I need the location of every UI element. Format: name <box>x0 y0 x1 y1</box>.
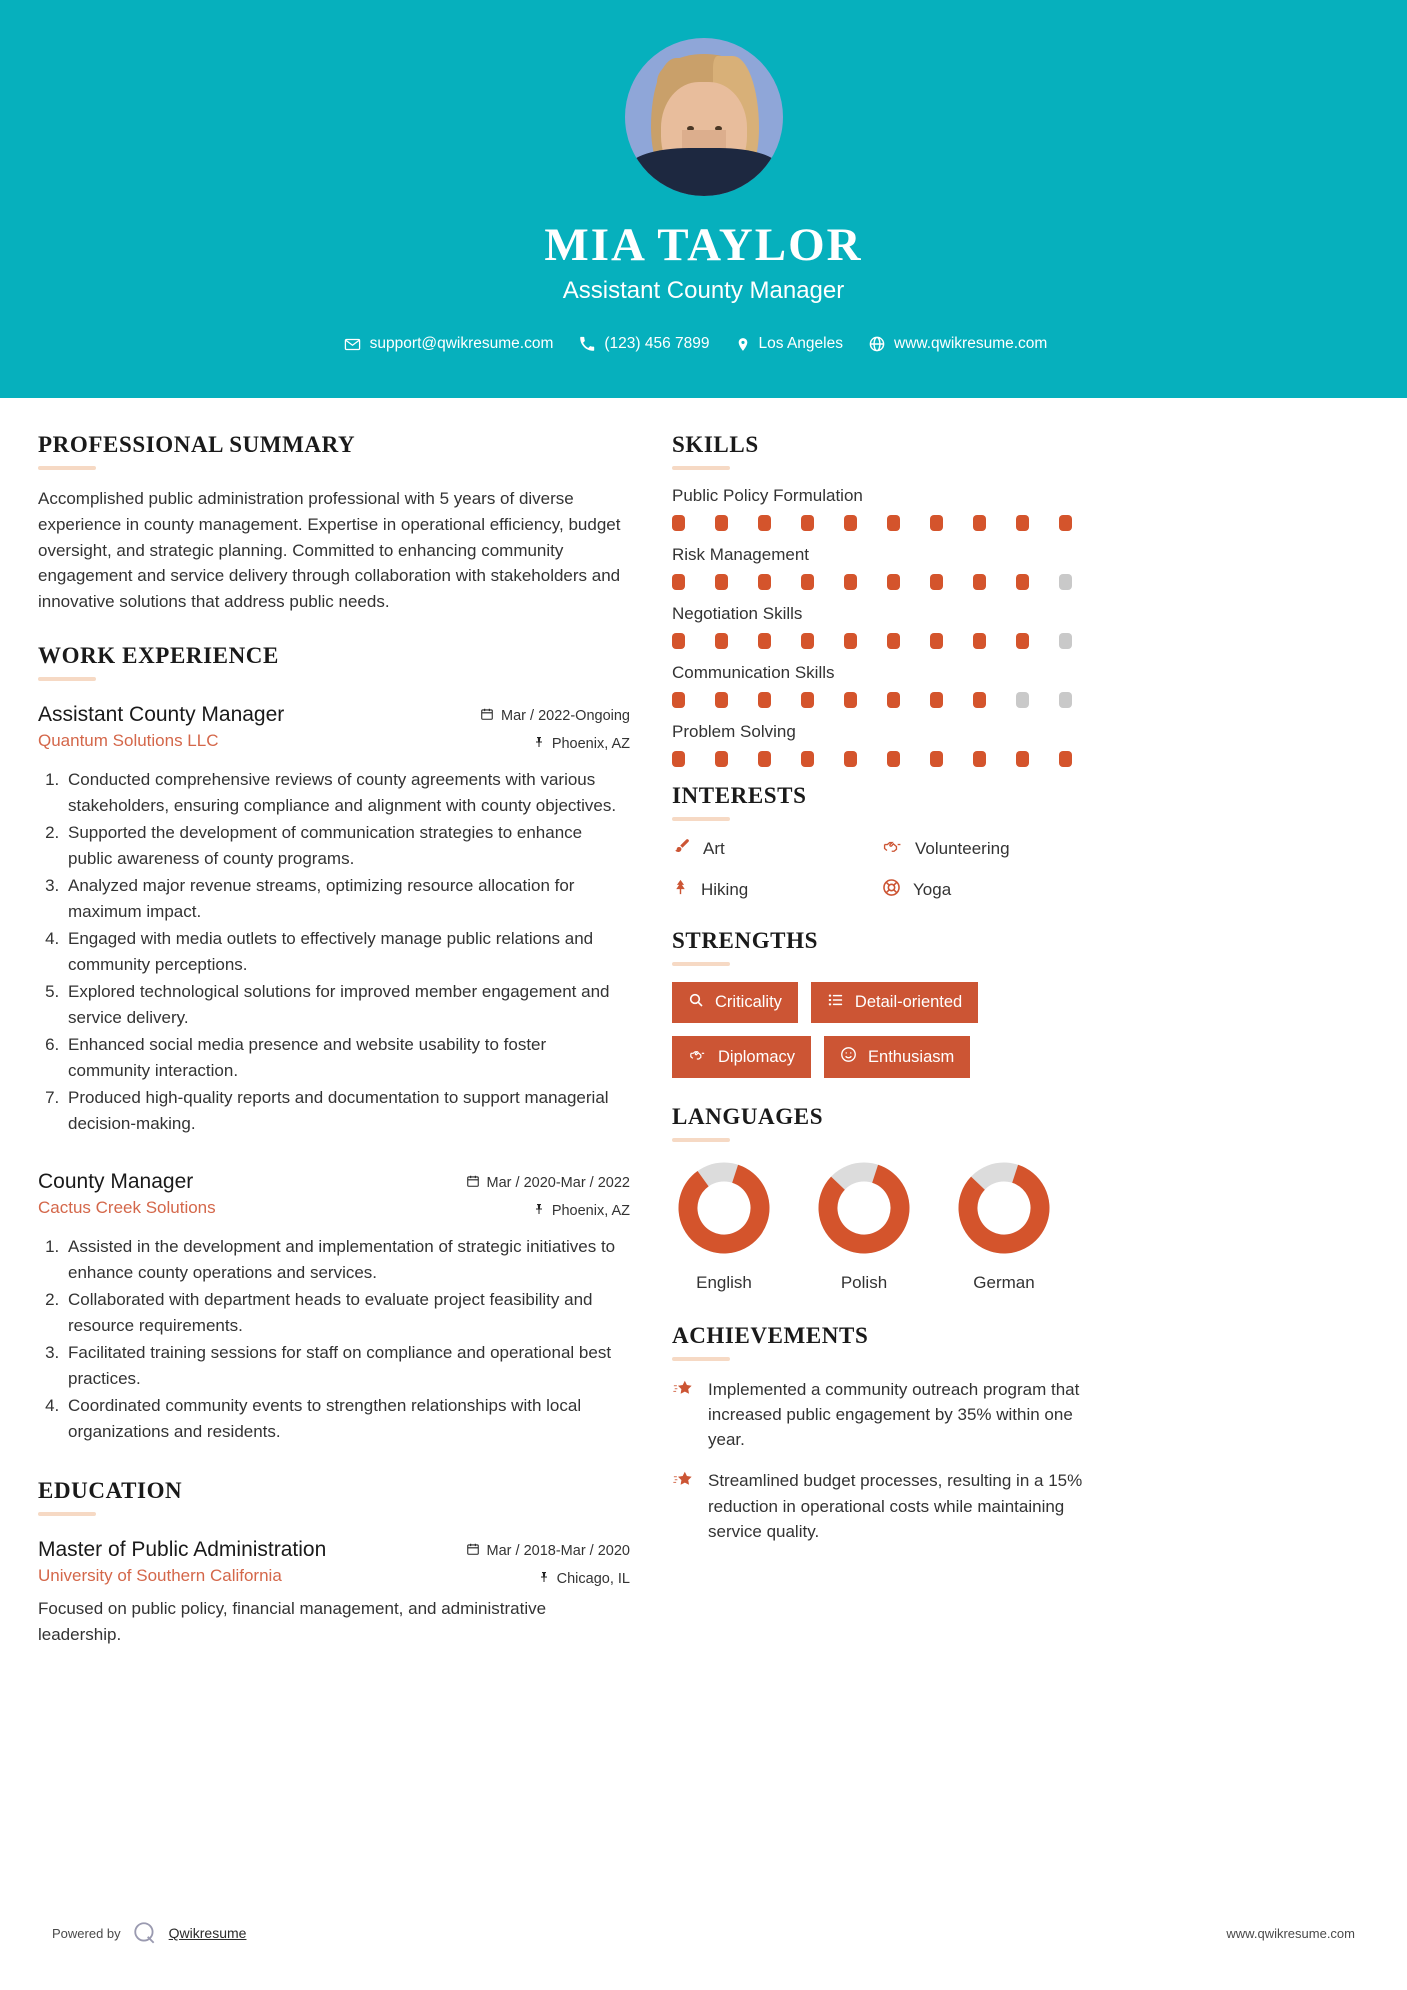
avatar <box>625 38 783 196</box>
skill-rating-dot <box>973 574 986 590</box>
education-entry-org: University of Southern California <box>38 1566 282 1586</box>
section-rule <box>672 466 730 470</box>
achievement-text: Implemented a community outreach program that increased public engagement by 35% within one year. <box>708 1380 1080 1450</box>
skill-label: Problem Solving <box>672 722 796 741</box>
work-entry-meta <box>480 703 630 753</box>
skill-rating-dot <box>1059 515 1072 531</box>
achievement-text: Streamlined budget processes, resulting in a 15% reduction in operational costs while maintaining service quality. <box>708 1471 1083 1541</box>
skill-label: Risk Management <box>672 545 810 564</box>
skill-rating-dot <box>930 751 943 767</box>
work-entry-title: Assistant County Manager <box>38 703 285 727</box>
strength-label: Criticality <box>715 993 782 1011</box>
star-icon <box>672 1468 695 1496</box>
qwikresume-link[interactable]: Qwikresume <box>168 1925 247 1941</box>
language-item <box>672 1158 776 1293</box>
interest-item <box>882 877 1092 902</box>
language-label: English <box>696 1273 752 1292</box>
skill-rating-dot <box>887 751 900 767</box>
contact-phone[interactable] <box>579 335 709 353</box>
skill-rating-dot <box>715 574 728 590</box>
skills-list <box>672 486 1092 767</box>
skill-rating-dot <box>801 692 814 708</box>
language-donut-chart <box>674 1158 774 1258</box>
section-work-experience <box>38 643 630 1444</box>
skill-rating-dot <box>672 751 685 767</box>
resume-body <box>0 398 1407 1647</box>
skill-rating-dot <box>801 574 814 590</box>
work-entry-location-line <box>466 1202 630 1220</box>
section-skills <box>672 432 1092 767</box>
contact-email-text: support@qwikresume.com <box>369 335 554 352</box>
section-rule <box>672 817 730 821</box>
skill-rating-dot <box>801 515 814 531</box>
work-entry-location-line <box>480 735 630 753</box>
right-column <box>672 432 1092 1647</box>
work-entry-dates: Mar / 2022-Ongoing <box>501 708 630 725</box>
section-strengths <box>672 928 1092 1078</box>
section-rule <box>38 466 96 470</box>
achievement-item <box>672 1377 1092 1452</box>
strength-label: Enthusiasm <box>868 1047 955 1066</box>
skill-rating-dot <box>973 692 986 708</box>
skill-rating-dot <box>887 633 900 649</box>
skill-rating-dot <box>930 692 943 708</box>
skill-item <box>672 604 1092 649</box>
pin-icon <box>538 1570 550 1588</box>
skill-rating-dot <box>715 633 728 649</box>
work-entry-location: Phoenix, AZ <box>551 736 630 753</box>
skill-rating-dot <box>1059 751 1072 767</box>
skill-label: Negotiation Skills <box>672 604 803 623</box>
strength-label: Diplomacy <box>718 1047 796 1066</box>
skill-rating-dot <box>758 515 771 531</box>
page-title: MIA TAYLOR <box>544 219 863 271</box>
interest-label: Hiking <box>701 879 749 899</box>
education-entry-meta <box>466 1538 630 1588</box>
contact-bar <box>344 335 1064 353</box>
list-item: 4. Engaged with media outlets to effectively manage public relations and community perceptions. <box>64 926 630 977</box>
contact-location-text: Los Angeles <box>758 335 843 352</box>
skill-rating <box>672 633 1092 649</box>
section-professional-summary <box>38 432 630 615</box>
list-icon <box>827 992 844 1013</box>
interest-label: Volunteering <box>915 839 1010 858</box>
paintbrush-icon <box>672 837 691 861</box>
skill-rating-dot <box>930 515 943 531</box>
contact-phone-text: (123) 456 7899 <box>604 335 710 352</box>
strength-badge-criticality <box>672 982 798 1023</box>
lifebuoy-icon <box>882 878 901 902</box>
calendar-icon <box>466 1174 480 1192</box>
globe-icon <box>869 336 885 352</box>
list-item: 1. Conducted comprehensive reviews of county agreements with various stakeholders, ensuring compliance and alignment with county objectives. <box>64 767 630 818</box>
skill-rating-dot <box>844 515 857 531</box>
strengths-list <box>672 982 1092 1078</box>
skill-rating-dot <box>1016 751 1029 767</box>
section-interests <box>672 783 1092 902</box>
section-heading-skills: SKILLS <box>672 432 759 457</box>
list-item: 6. Enhanced social media presence and website usability to foster community interaction. <box>64 1032 630 1083</box>
email-icon <box>344 336 361 353</box>
skill-rating-dot <box>887 574 900 590</box>
skill-rating-dot <box>715 751 728 767</box>
list-item: 3. Analyzed major revenue streams, optimizing resource allocation for maximum impact. <box>64 873 630 924</box>
interest-item <box>672 837 882 861</box>
strength-badge-diplomacy <box>672 1036 811 1078</box>
skill-rating-dot <box>758 751 771 767</box>
skill-rating-dot <box>844 633 857 649</box>
skill-rating-dot <box>1016 633 1029 649</box>
section-heading-education: EDUCATION <box>38 1478 183 1504</box>
skill-rating-dot <box>1016 574 1029 590</box>
section-achievements <box>672 1323 1092 1544</box>
magnifier-icon <box>688 992 704 1013</box>
work-entry <box>38 703 630 1136</box>
skill-rating-dot <box>973 515 986 531</box>
list-item: 1. Assisted in the development and implementation of strategic initiatives to enhance county operations and services. <box>64 1234 630 1285</box>
skill-item <box>672 722 1092 767</box>
skill-item <box>672 545 1092 590</box>
skill-rating-dot <box>973 751 986 767</box>
handshake-icon <box>688 1047 707 1068</box>
education-entry-location: Chicago, IL <box>556 1571 630 1588</box>
skill-rating-dot <box>758 574 771 590</box>
skill-rating-dot <box>672 692 685 708</box>
education-entry <box>38 1538 630 1647</box>
language-item <box>952 1158 1056 1293</box>
section-education <box>38 1478 630 1647</box>
interest-label: Yoga <box>913 879 952 899</box>
pin-icon <box>533 735 545 753</box>
phone-icon <box>579 336 595 352</box>
work-entry-location: Phoenix, AZ <box>551 1203 630 1220</box>
list-item: 5. Explored technological solutions for improved member engagement and service delivery. <box>64 979 630 1030</box>
skill-rating-dot <box>973 633 986 649</box>
languages-list <box>672 1158 1092 1293</box>
footer-website[interactable]: www.qwikresume.com <box>1226 1925 1355 1941</box>
skill-rating <box>672 574 1092 590</box>
skill-rating-dot <box>844 574 857 590</box>
skill-rating-dot <box>1059 633 1072 649</box>
language-donut-chart <box>954 1158 1054 1258</box>
section-heading-summary: PROFESSIONAL SUMMARY <box>38 432 356 457</box>
resume-header <box>0 0 1407 398</box>
contact-email[interactable] <box>344 335 554 353</box>
calendar-icon <box>466 1542 480 1560</box>
left-column <box>38 432 630 1647</box>
skill-rating-dot <box>1016 692 1029 708</box>
section-heading-work: WORK EXPERIENCE <box>38 643 279 669</box>
section-rule <box>672 1357 730 1361</box>
skill-rating <box>672 515 1092 531</box>
skill-rating-dot <box>758 692 771 708</box>
skill-rating-dot <box>930 574 943 590</box>
skill-rating <box>672 751 1092 767</box>
powered-by-label: Powered by <box>52 1925 121 1941</box>
section-heading-languages: LANGUAGES <box>672 1104 824 1129</box>
section-heading-interests: INTERESTS <box>672 783 807 808</box>
interest-item <box>672 877 882 902</box>
skill-label: Communication Skills <box>672 663 835 682</box>
language-label: German <box>973 1273 1035 1292</box>
work-entry-dates-line <box>466 1174 630 1192</box>
skill-rating-dot <box>715 692 728 708</box>
skill-item <box>672 486 1092 531</box>
education-entry-dates: Mar / 2018-Mar / 2020 <box>486 1543 630 1560</box>
work-entry-meta <box>466 1170 630 1220</box>
strength-label: Detail-oriented <box>854 993 963 1011</box>
section-heading-strengths: STRENGTHS <box>672 928 819 953</box>
list-item: 7. Produced high-quality reports and documentation to support managerial decision-making. <box>64 1085 630 1136</box>
star-icon <box>672 1377 695 1405</box>
skill-rating-dot <box>844 692 857 708</box>
skill-rating-dot <box>672 515 685 531</box>
work-entry-bullets <box>64 767 630 1136</box>
education-entry-description: Focused on public policy, financial management, and administrative leadership. <box>38 1599 547 1644</box>
interest-label: Art <box>703 839 725 858</box>
pin-icon <box>533 1202 545 1220</box>
strength-badge-enthusiasm <box>824 1036 970 1078</box>
skill-rating-dot <box>758 633 771 649</box>
skill-rating-dot <box>1059 692 1072 708</box>
skill-rating-dot <box>715 515 728 531</box>
language-label: Polish <box>840 1273 888 1292</box>
strength-badge-detail-oriented <box>811 982 978 1023</box>
skill-rating-dot <box>672 574 685 590</box>
contact-website-text: www.qwikresume.com <box>894 335 1048 352</box>
skill-rating-dot <box>1016 515 1029 531</box>
skill-label: Public Policy Formulation <box>672 486 863 505</box>
work-entry-org: Cactus Creek Solutions <box>38 1198 216 1218</box>
skill-rating-dot <box>801 633 814 649</box>
language-donut-chart <box>814 1158 914 1258</box>
interest-item <box>882 837 1092 861</box>
work-entry <box>38 1170 630 1444</box>
smiley-icon <box>840 1046 857 1068</box>
work-entry-dates: Mar / 2020-Mar / 2022 <box>486 1175 630 1192</box>
calendar-icon <box>480 707 494 725</box>
resume-footer <box>0 1920 1407 1946</box>
contact-location[interactable] <box>736 335 843 353</box>
skill-rating-dot <box>930 633 943 649</box>
skill-rating-dot <box>844 751 857 767</box>
skill-rating-dot <box>672 633 685 649</box>
language-item <box>812 1158 916 1293</box>
summary-text: Accomplished public administration professional with 5 years of diverse experience in county management. Expertise in operational efficiency, budget oversight, and strategic planning. Committed to enhancing community engagement and service delivery through collaboration with stakeholders and innovative solutions that address public needs. <box>38 489 621 612</box>
skill-item <box>672 663 1092 708</box>
education-entry-title: Master of Public Administration <box>38 1538 327 1562</box>
section-heading-achievements: ACHIEVEMENTS <box>672 1323 869 1348</box>
contact-website[interactable] <box>869 335 1047 353</box>
work-entry-dates-line <box>480 707 630 725</box>
handshake-icon <box>882 837 903 861</box>
work-entry-org: Quantum Solutions LLC <box>38 731 219 751</box>
list-item: 2. Supported the development of communication strategies to enhance public awareness of county programs. <box>64 820 630 871</box>
job-role-subtitle: Assistant County Manager <box>562 277 845 304</box>
skill-rating-dot <box>887 515 900 531</box>
section-rule <box>672 962 730 966</box>
list-item: 4. Coordinated community events to strengthen relationships with local organizations and residents. <box>64 1393 630 1444</box>
section-rule <box>672 1138 730 1142</box>
section-rule <box>38 1512 96 1516</box>
section-rule <box>38 677 96 681</box>
skill-rating-dot <box>801 751 814 767</box>
tree-icon <box>672 877 689 902</box>
list-item: 3. Facilitated training sessions for staff on compliance and operational best practices. <box>64 1340 630 1391</box>
section-languages <box>672 1104 1092 1293</box>
education-entry-dates-line <box>466 1542 630 1560</box>
interests-grid <box>672 837 1092 902</box>
work-entry-title: County Manager <box>38 1170 194 1194</box>
skill-rating <box>672 692 1092 708</box>
achievement-item <box>672 1468 1092 1543</box>
qwikresume-logo-icon <box>132 1920 158 1946</box>
location-pin-icon <box>736 336 750 353</box>
list-item: 2. Collaborated with department heads to evaluate project feasibility and resource requirements. <box>64 1287 630 1338</box>
skill-rating-dot <box>887 692 900 708</box>
education-entry-location-line <box>466 1570 630 1588</box>
work-entry-bullets <box>64 1234 630 1444</box>
skill-rating-dot <box>1059 574 1072 590</box>
